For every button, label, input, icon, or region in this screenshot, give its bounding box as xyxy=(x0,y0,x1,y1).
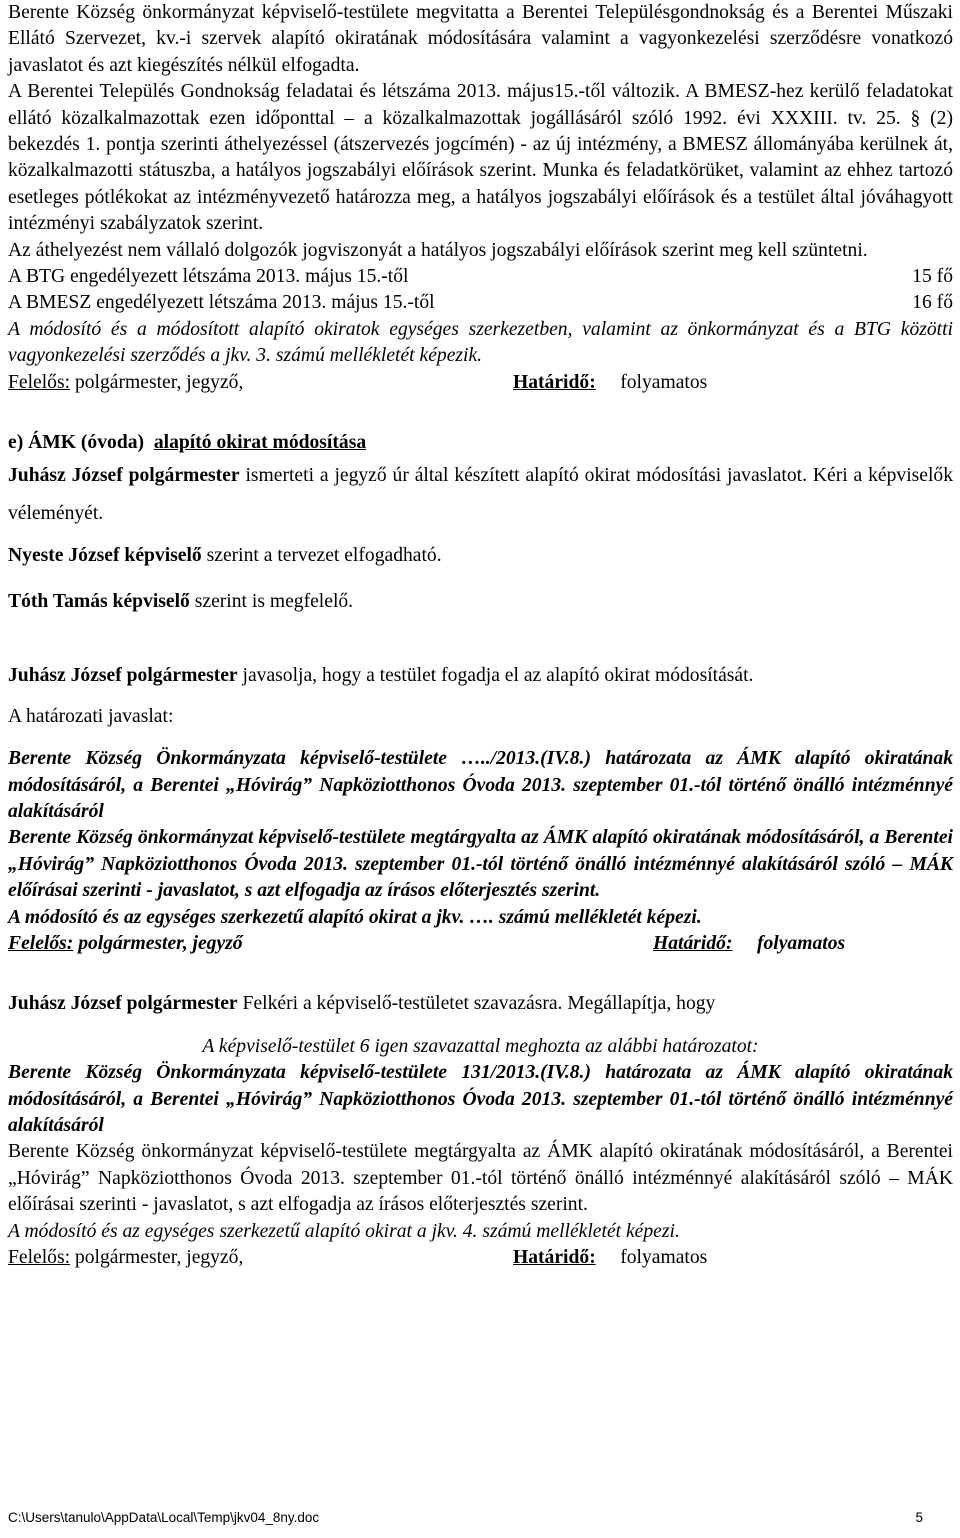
proposal-label: A határozati javaslat: xyxy=(8,705,174,727)
section-prefix: e) ÁMK (óvoda) xyxy=(8,432,145,454)
responsible-label: Felelős: xyxy=(8,932,74,954)
page-footer xyxy=(8,1510,923,1525)
speech-text: szerint is megfelelő. xyxy=(194,590,354,612)
speech-text: szerint a tervezet elfogadható. xyxy=(206,544,442,566)
deadline-value: folyamatos xyxy=(620,371,708,393)
speaker: Nyeste József képviselő xyxy=(8,544,202,566)
footer-file-path: C:\Users\tanulo\AppData\Local\Temp\jkv04_8ny.doc xyxy=(8,1510,320,1525)
deadline-label: Határidő: xyxy=(653,932,733,954)
speech-toth xyxy=(8,589,953,615)
speaker: Juhász József polgármester xyxy=(8,464,240,486)
vote-call-text: Felkéri a képviselő-testületet szavazásra. Megállapítja, hogy xyxy=(242,993,716,1015)
headcount-row-bmesz xyxy=(8,290,953,316)
resolution-responsibility-line xyxy=(8,1245,953,1271)
proposal-responsibility-line xyxy=(8,931,953,957)
speech-text: ismerteti a jegyző úr által készített alapító okirat módosítási javaslatot. Kéri a képviselők véleményét. xyxy=(8,464,953,524)
deadline-label: Határidő: xyxy=(513,1247,596,1269)
vote-result: A képviselő-testület 6 igen szavazattal meghozta az alábbi határozatot: xyxy=(202,1035,759,1057)
headcount-value: 15 fő xyxy=(912,266,953,288)
headcount-label: A BMESZ engedélyezett létszáma 2013. május 15.-től xyxy=(8,292,435,314)
speech-nyeste xyxy=(8,543,953,569)
proposal-annex: A módosító és az egységes szerkezetű alapító okirat a jkv. …. számú mellékletét képezi. xyxy=(8,906,702,928)
speaker: Tóth Tamás képviselő xyxy=(8,590,190,612)
vote-call xyxy=(8,991,953,1017)
proposal-title: Berente Község Önkormányzata képviselő-testülete …../2013.(IV.8.) határozata az ÁMK alapító okiratának módosításáról, a Berentei „Hóvirág” Napköziotthonos Óvoda 2013. szeptember 01.-tól történő önálló intézménnyé alakításáról xyxy=(8,748,953,822)
page-number: 5 xyxy=(915,1510,923,1525)
responsible-value: polgármester, jegyző xyxy=(78,932,243,954)
responsible-value: polgármester, jegyző, xyxy=(74,1247,244,1269)
resolution-title: Berente Község Önkormányzata képviselő-testülete 131/2013.(IV.8.) határozata az ÁMK alapító okiratának módosításáról, a Berentei „Hóvirág” Napköziotthonos Óvoda 2013. szeptember 01.-tól történő önálló intézménnyé alakításáról xyxy=(8,1062,953,1136)
speaker: Juhász József polgármester xyxy=(8,665,238,687)
speech-mayor-intro xyxy=(8,457,953,533)
deadline-value: folyamatos xyxy=(620,1247,708,1269)
document-page xyxy=(8,0,953,1271)
speech-text: javasolja, hogy a testület fogadja el az alapító okirat módosítását. xyxy=(242,665,754,687)
headcount-value: 16 fő xyxy=(912,292,953,314)
deadline-value: folyamatos xyxy=(756,932,846,954)
speech-mayor-proposal xyxy=(8,663,953,689)
annex-note: A módosító és a módosított alapító okiratok egységes szerkezetben, valamint az önkormányzat és a BTG közötti vagyonkezelési szerződés a jkv. 3. számú mellékletét képezik. xyxy=(8,318,953,367)
headcount-row-btg xyxy=(8,264,953,290)
section-heading xyxy=(8,430,953,456)
deadline-label: Határidő: xyxy=(513,371,596,393)
headcount-label: A BTG engedélyezett létszáma 2013. május 15.-től xyxy=(8,266,409,288)
responsible-value: polgármester, jegyző, xyxy=(74,371,244,393)
responsible-label: Felelős: xyxy=(8,1247,71,1269)
paragraph-termination: Az áthelyezést nem vállaló dolgozók jogviszonyát a hatályos jogszabályi előírások szerint meg kell szüntetni. xyxy=(8,239,868,261)
paragraph-intro: Berente Község önkormányzat képviselő-testülete megvitatta a Berentei Településgondnokság és a Berentei Műszaki Ellátó Szervezet, kv.-i szervek alapító okiratának módosítására valamint a vagyonkezelési szerződésre vonatkozó javaslatot és azt kiegészítés nélkül elfogadta. xyxy=(8,2,953,76)
speaker: Juhász József polgármester xyxy=(8,993,238,1015)
section-title: alapító okirat módosítása xyxy=(153,432,367,454)
resolution-annex: A módosító és az egységes szerkezetű alapító okirat a jkv. 4. számú mellékletét képezi. xyxy=(8,1220,680,1242)
responsible-label: Felelős: xyxy=(8,371,71,393)
proposal-body: Berente Község önkormányzat képviselő-testülete megtárgyalta az ÁMK alapító okiratának módosításáról, a Berentei „Hóvirág” Napköziotthonos Óvoda 2013. szeptember 01.-tól történő önálló intézménnyé alakításáról szóló – MÁK előírásai szerinti - javaslatot, s azt elfogadja az írásos előterjesztés szerint. xyxy=(8,827,953,902)
paragraph-btg-changes: A Berentei Település Gondnokság feladatai és létszáma 2013. május15.-től változik. A BMESZ-hez kerülő feladatokat ellátó közalkalmazottak ezen időponttal – a közalkalmazottak jogállásáról szóló 1992. évi XXXIII. tv. 25. § (2) bekezdés 1. pontja szerinti áthelyezéssel (átszervezés jogcímén) - az új intézmény, a BMESZ állományába kerülnek át, közalkalmazotti státuszba, a hatályos jogszabályi előírások szerint. Munka és feladatkörüket, valamint az ehhez tartozó esetleges pótlékokat az intézményvezető határozza meg, a hatályos jogszabályi előírások és a testület által jóváhagyott intézményi szabályzatok szerint. xyxy=(8,81,953,235)
responsibility-line xyxy=(8,370,953,396)
resolution-body: Berente Község önkormányzat képviselő-testülete megtárgyalta az ÁMK alapító okiratának módosításáról, a Berentei „Hóvirág” Napköziotthonos Óvoda 2013. szeptember 01.-tól történő önálló intézménnyé alakításáról szóló – MÁK előírásai szerinti - javaslatot, s azt elfogadja az írásos előterjesztés szerint. xyxy=(8,1141,953,1216)
